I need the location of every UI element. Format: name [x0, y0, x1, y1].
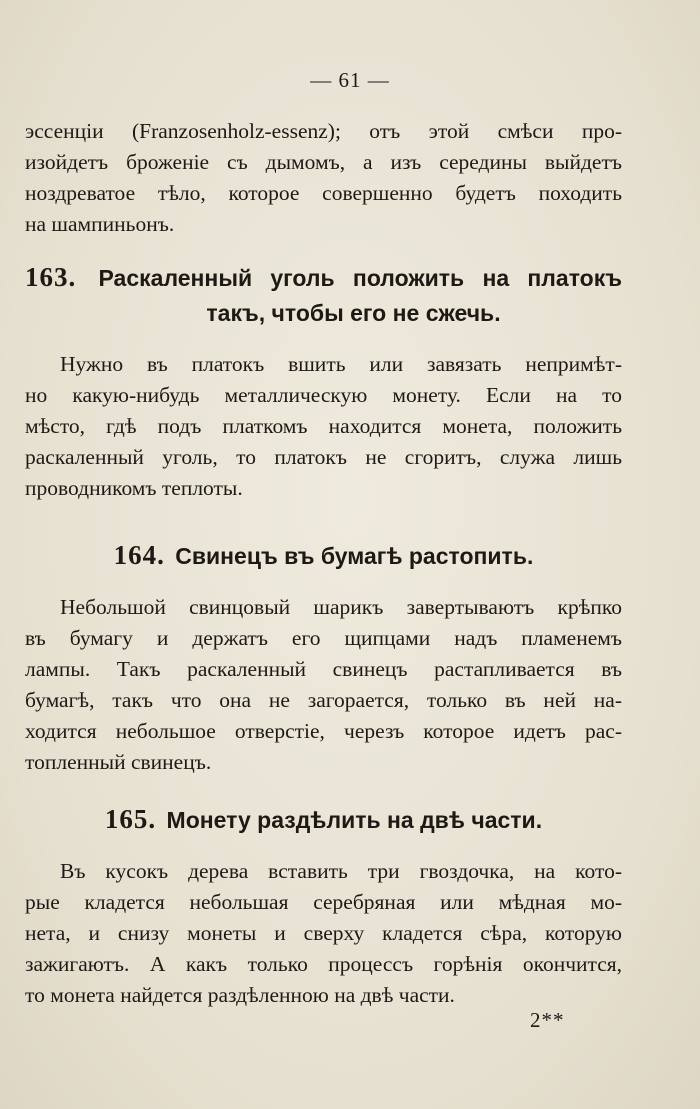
- section-title-line: 163. Раскаленный уголь положить на платокъ: [25, 262, 622, 292]
- text-line: рые кладется небольшая серебряная или мѣдная мо-: [25, 890, 622, 914]
- signature-mark: 2**: [530, 1008, 565, 1032]
- section-number: 163.: [25, 262, 77, 292]
- section-title-line: такъ, чтобы его не сжечь.: [206, 300, 501, 326]
- intro-paragraph: [25, 116, 622, 240]
- text-line: Нужно въ платокъ вшить или завязать непримѣт-: [60, 352, 622, 376]
- text-line: то монета найдется раздѣленною на двѣ части.: [25, 983, 455, 1007]
- section-163-body: [25, 349, 622, 504]
- section-number: 165.: [104, 804, 157, 834]
- page-number: — 61 —: [310, 68, 390, 92]
- text-line: Въ кусокъ дерева вставить три гвоздочка, на кото-: [60, 859, 622, 883]
- text-line: проводникомъ теплоты.: [25, 476, 243, 500]
- text-line: топленный свинецъ.: [25, 750, 212, 774]
- text-line: эссенціи (Franzosenholz-essenz); отъ этой смѣси про-: [25, 119, 622, 143]
- section-165-body: [25, 856, 622, 1011]
- section-164-body: [25, 592, 622, 778]
- text-line: на шампиньонъ.: [25, 212, 175, 236]
- section-number: 164.: [113, 540, 165, 570]
- text-line: бумагѣ, такъ что она не загорается, только въ ней на-: [25, 688, 622, 712]
- text-line: нета, и снизу монеты и сверху кладется сѣра, которую: [25, 921, 622, 945]
- text-line: ноздреватое тѣло, которое совершенно будетъ походить: [25, 181, 622, 205]
- text-line: мѣсто, гдѣ подъ платкомъ находится монета, положить: [25, 414, 622, 438]
- text-line: но какую-нибудь металлическую монету. Если на то: [25, 383, 622, 407]
- text-line: зажигаютъ. А какъ только процессъ горѣнія окончится,: [25, 952, 622, 976]
- text-line: лампы. Такъ раскаленный свинецъ растапливается въ: [25, 657, 622, 681]
- text-line: изойдетъ броженіе съ дымомъ, а изъ середины выйдетъ: [25, 150, 622, 174]
- text-line: раскаленный уголь, то платокъ не сгоритъ, служа лишь: [25, 445, 622, 469]
- section-title-line: 165. Монету раздѣлить на двѣ части.: [104, 804, 543, 834]
- text-line: ходится небольшое отверстіе, черезъ которое идетъ рас-: [25, 719, 622, 743]
- section-165-heading: [25, 801, 622, 837]
- text-line: въ бумагу и держатъ его щипцами надъ пламенемъ: [25, 626, 622, 650]
- text-line: Небольшой свинцовый шарикъ завертываютъ крѣпко: [60, 595, 622, 619]
- section-163-heading: [25, 259, 622, 331]
- section-title-line: 164. Свинецъ въ бумагѣ растопить.: [113, 540, 534, 570]
- section-164-heading: [25, 537, 622, 573]
